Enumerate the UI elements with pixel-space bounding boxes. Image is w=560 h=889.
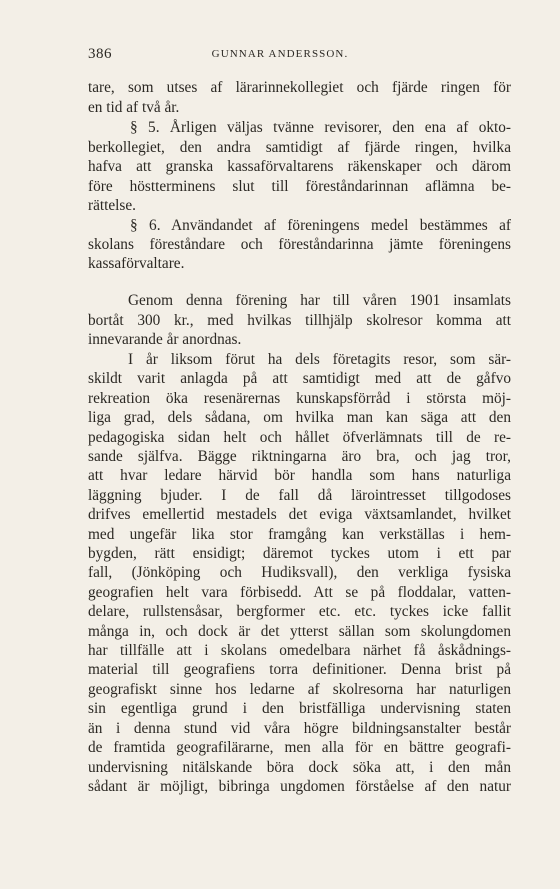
text-line: att hvar ledare härvid bör handla som hans naturliga xyxy=(88,467,511,484)
text-line: sande själfva. Bägge riktningarna äro bra, och jag tror, xyxy=(88,448,511,465)
text-line: fall, (Jönköping och Hudiksvall), den verkliga fysiska xyxy=(88,564,511,581)
text-line: drifves emellertid mestadels det eviga växtsamlandet, hvilket xyxy=(88,506,511,523)
text-line: I år liksom förut ha dels företagits resor, som sär- xyxy=(128,351,511,368)
text-line: rättelse. xyxy=(88,197,136,214)
text-line: de framtida geografilärarne, men alla för en bättre geografi- xyxy=(88,739,511,756)
text-line: undervisning nitälskande böra dock söka att, i den mån xyxy=(88,759,511,776)
text-line: pedagogiska sidan helt och hållet öfverlämnats till de re- xyxy=(88,429,511,446)
text-line: § 6. Användandet af föreningens medel bestämmes af xyxy=(130,217,511,234)
page-header xyxy=(88,46,472,66)
text-line: skolans föreståndare och föreståndarinna jämte föreningens xyxy=(88,236,511,253)
text-line: rekreation öka resenärernas kunskapsförråd i största möj- xyxy=(88,390,511,407)
text-line: har tillfälle att i skolans omedelbara närhet få åskådnings- xyxy=(88,642,511,659)
text-line: kassaförvaltare. xyxy=(88,255,185,272)
text-line: bygden, rätt ensidigt; däremot tyckes utom i ett par xyxy=(88,545,511,562)
text-line: sin egentliga grund i den bristfälliga undervisning staten xyxy=(88,700,511,717)
text-line: före höstterminens slut till föreståndarinnan aflämna be- xyxy=(88,178,511,195)
text-line: en tid af två år. xyxy=(88,99,180,116)
text-line: liga grad, dels sådana, om hvilka man kan säga att den xyxy=(88,409,511,426)
text-line: material till geografiens torra definitioner. Denna brist på xyxy=(88,661,511,678)
text-line: hafva att granska kassaförvaltarens räkenskaper och därom xyxy=(88,158,511,175)
text-line: skildt varit anlagda på att samtidigt med att de gåfvo xyxy=(88,370,511,387)
text-line: bortåt 300 kr., med hvilkas tillhjälp skolresor komma att xyxy=(88,312,511,329)
text-line: delare, rullstensåsar, bergformer etc. etc. tyckes icke fallit xyxy=(88,603,511,620)
text-line: geografien helt vara förbisedd. Att se på floddalar, vatten- xyxy=(88,584,511,601)
text-line: läggning bjuder. I de fall då lärointresset tillgodoses xyxy=(88,487,511,504)
text-line: sådant är möjligt, bibringa ungdomen förståelse af den natur xyxy=(88,778,511,795)
text-line: Genom denna förening har till våren 1901 insamlats xyxy=(128,292,511,309)
text-line: innevarande år anordnas. xyxy=(88,331,242,348)
text-line: § 5. Årligen väljas tvänne revisorer, den ena af okto- xyxy=(130,119,511,136)
page-number: 386 xyxy=(88,46,112,62)
text-line: med ungefär lika stor framgång kan verkställas i hem- xyxy=(88,526,511,543)
running-head: GUNNAR ANDERSSON. xyxy=(211,48,349,60)
text-line: tare, som utses af lärarinnekollegiet och fjärde ringen för xyxy=(88,79,511,96)
text-line: geografiskt sinne hos ledarne af skolresorna har naturligen xyxy=(88,681,511,698)
text-line: än i denna stund vid våra högre bildningsanstalter består xyxy=(88,720,511,737)
text-line: många in, och dock är det ytterst sällan som skolungdomen xyxy=(88,623,511,640)
text-line: berkollegiet, den andra samtidigt af fjärde ringen, hvilka xyxy=(88,139,511,156)
